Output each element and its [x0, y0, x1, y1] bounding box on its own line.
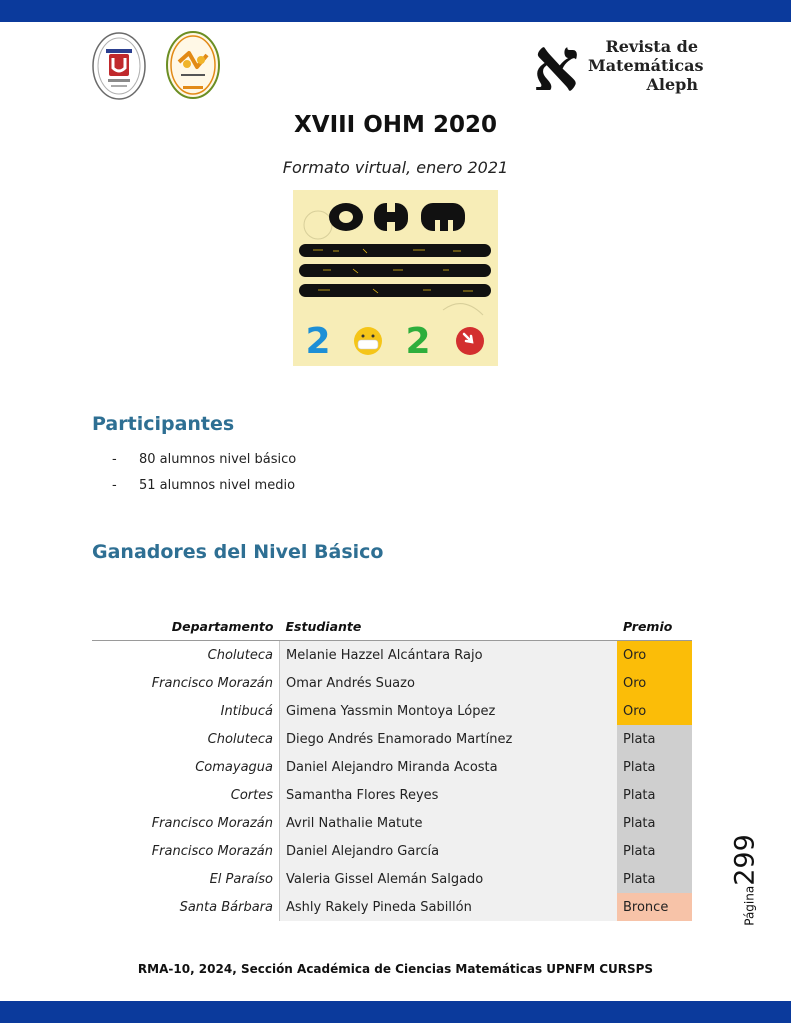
- participants-heading: Participantes: [92, 413, 235, 435]
- cell-premio: Oro: [617, 641, 692, 670]
- table-row: [92, 697, 692, 725]
- cell-estudiante: Daniel Alejandro Miranda Acosta: [280, 753, 618, 781]
- column-header-premio: Premio: [617, 612, 692, 641]
- cell-premio: Plata: [617, 781, 692, 809]
- cell-departamento: Santa Bárbara: [92, 893, 280, 921]
- page-number-value: 299: [729, 834, 761, 886]
- winners-heading: Ganadores del Nivel Básico: [92, 541, 384, 563]
- table-header-row: [92, 612, 692, 641]
- cell-departamento: Francisco Morazán: [92, 837, 280, 865]
- journal-name-line: Aleph: [646, 75, 698, 94]
- table-row: [92, 669, 692, 697]
- cell-premio: Bronce: [617, 893, 692, 921]
- list-item: [112, 450, 296, 476]
- table-row: [92, 725, 692, 753]
- cell-departamento: Francisco Morazán: [92, 669, 280, 697]
- math-section-logo: [165, 30, 221, 100]
- table-row: [92, 865, 692, 893]
- masked-face-icon: [354, 327, 382, 355]
- journal-name-line: Matemáticas: [588, 56, 704, 75]
- list-item-text: 80 alumnos nivel básico: [139, 452, 297, 467]
- bottom-band: [0, 1001, 791, 1023]
- cell-premio: Oro: [617, 669, 692, 697]
- cell-estudiante: Daniel Alejandro García: [280, 837, 618, 865]
- svg-text:א: א: [532, 28, 580, 100]
- cell-departamento: Cortes: [92, 781, 280, 809]
- cell-departamento: Francisco Morazán: [92, 809, 280, 837]
- table-row: [92, 837, 692, 865]
- cell-estudiante: Avril Nathalie Matute: [280, 809, 618, 837]
- table-row: [92, 641, 692, 670]
- cell-estudiante: Melanie Hazzel Alcántara Rajo: [280, 641, 618, 670]
- university-seal-logo: [92, 32, 146, 100]
- page-title: XVIII OHM 2020: [294, 112, 497, 138]
- cell-premio: Plata: [617, 837, 692, 865]
- winners-table: [92, 612, 692, 921]
- table-row: [92, 753, 692, 781]
- table-row: [92, 809, 692, 837]
- cell-premio: Plata: [617, 809, 692, 837]
- aleph-logo: [528, 28, 584, 100]
- participants-list: [112, 450, 296, 502]
- cell-departamento: Choluteca: [92, 641, 280, 670]
- pointer-hand-icon: [456, 327, 484, 355]
- cell-estudiante: Diego Andrés Enamorado Martínez: [280, 725, 618, 753]
- ohm-2020-poster: [293, 190, 498, 366]
- column-header-departamento: Departamento: [92, 612, 280, 641]
- bullet-dash: -: [112, 478, 117, 493]
- cell-premio: Oro: [617, 697, 692, 725]
- cell-estudiante: Gimena Yassmin Montoya López: [280, 697, 618, 725]
- cell-premio: Plata: [617, 725, 692, 753]
- poster-stripe: [299, 284, 491, 297]
- bullet-dash: -: [112, 452, 117, 467]
- poster-stripe: [299, 264, 491, 277]
- cell-estudiante: Ashly Rakely Pineda Sabillón: [280, 893, 618, 921]
- page-subtitle: Formato virtual, enero 2021: [282, 158, 509, 177]
- cell-estudiante: Omar Andrés Suazo: [280, 669, 618, 697]
- page-number: [727, 830, 763, 930]
- list-item: [112, 476, 296, 502]
- poster-year-digit: 2: [305, 321, 331, 362]
- cell-departamento: Comayagua: [92, 753, 280, 781]
- page-footer: RMA-10, 2024, Sección Académica de Ciencias Matemáticas UPNFM CURSPS: [137, 962, 654, 976]
- cell-departamento: Choluteca: [92, 725, 280, 753]
- page-number-label: Página: [742, 885, 757, 926]
- column-header-estudiante: Estudiante: [280, 612, 618, 641]
- top-band: [0, 0, 791, 22]
- table-row: [92, 781, 692, 809]
- poster-year-digit: 2: [405, 321, 431, 362]
- cell-departamento: El Paraíso: [92, 865, 280, 893]
- cell-estudiante: Samantha Flores Reyes: [280, 781, 618, 809]
- journal-name-line: Revista de: [605, 37, 698, 56]
- table-row: [92, 893, 692, 921]
- poster-stripe: [299, 244, 491, 257]
- list-item-text: 51 alumnos nivel medio: [139, 478, 296, 493]
- cell-premio: Plata: [617, 753, 692, 781]
- cell-estudiante: Valeria Gissel Alemán Salgado: [280, 865, 618, 893]
- journal-name: [588, 37, 704, 94]
- cell-departamento: Intibucá: [92, 697, 280, 725]
- cell-premio: Plata: [617, 865, 692, 893]
